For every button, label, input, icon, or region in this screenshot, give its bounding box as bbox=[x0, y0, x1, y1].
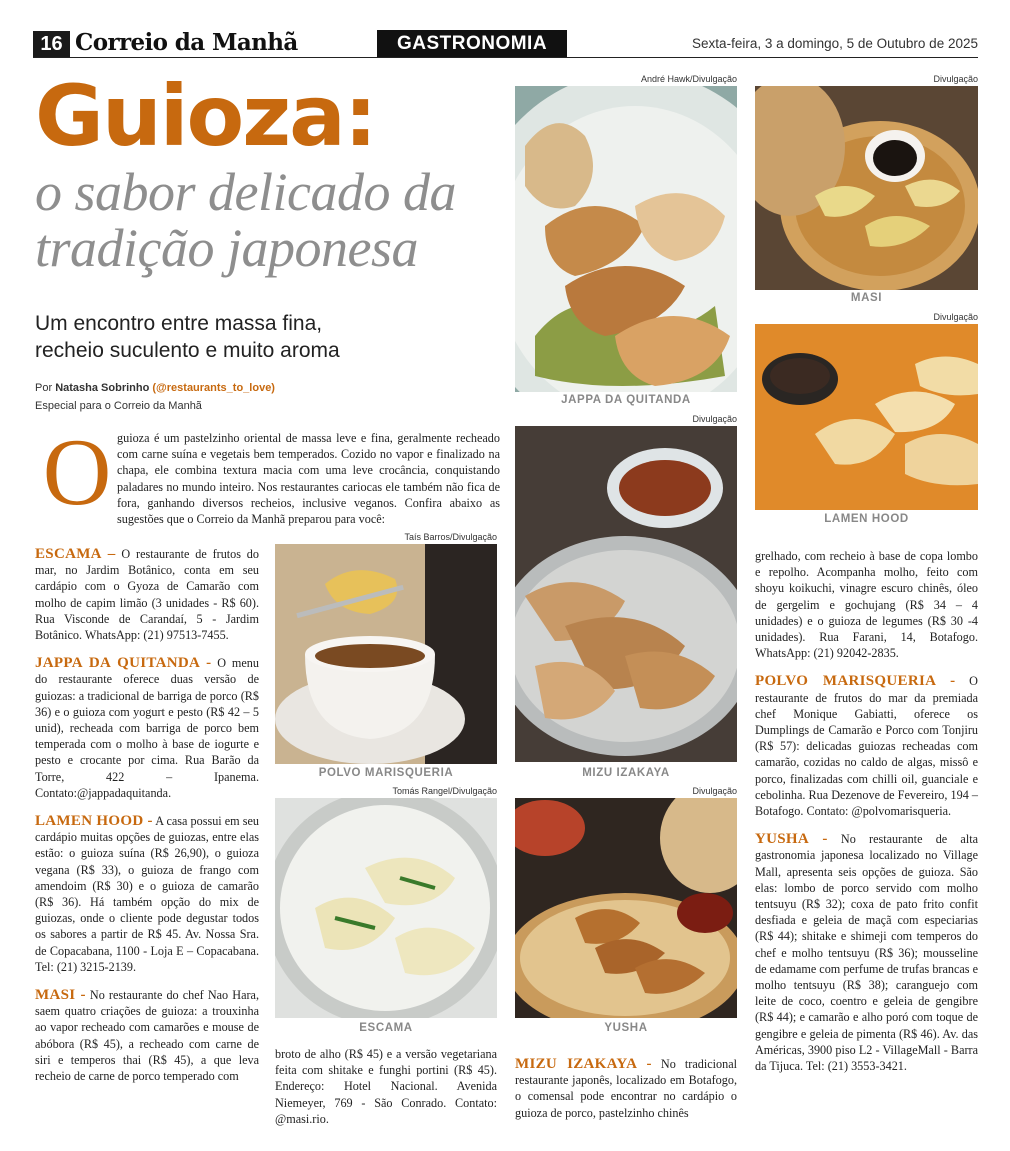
headline-deck bbox=[35, 164, 505, 276]
issue-date: Sexta-feira, 3 a domingo, 5 de Outubro de 2025 bbox=[692, 36, 978, 51]
photo-caption-escama: ESCAMA bbox=[359, 1022, 413, 1034]
photo-lamen-hood bbox=[755, 324, 978, 510]
photo-caption-masi: MASI bbox=[850, 292, 883, 304]
photo-escama bbox=[275, 798, 497, 1018]
page-number: 16 bbox=[33, 31, 70, 57]
steamer-basket-illustration bbox=[755, 86, 978, 290]
column-4 bbox=[755, 548, 978, 1086]
section-tag: GASTRONOMIA bbox=[377, 30, 567, 58]
entry-title-mizu: MIZU IZAKAYA - bbox=[515, 1056, 652, 1072]
entry-title-lamen: LAMEN HOOD - bbox=[35, 813, 153, 830]
headline-deck-line2: tradição japonesa bbox=[35, 218, 418, 278]
byline-prefix: Por bbox=[35, 382, 53, 394]
photo-caption-mizu: MIZU IZAKAYA bbox=[582, 767, 670, 779]
gyoza-silver-plate-illustration bbox=[515, 426, 737, 762]
photo-credit-yusha: Divulgação bbox=[692, 786, 737, 796]
entry-title-jappa: JAPPA DA QUITANDA - bbox=[35, 655, 212, 672]
photo-mizu-izakaya bbox=[515, 426, 737, 762]
subheadline-line1: Um encontro entre massa fina, bbox=[35, 312, 323, 335]
entry-text-escama: O restaurante de frutos do mar, no Jardim Botânico, conta em seu cardápio com o Gyoza de Camarão com molho de capim limão (3 unidades - R$ 60). Rua Visconde de Carandaí, 5 - Jardim Botânico. WhatsApp: (21) 97513-7455. bbox=[35, 547, 259, 643]
entry-escama bbox=[35, 546, 259, 643]
column-2-continuation bbox=[275, 1046, 497, 1139]
entry-text-jappa: O menu do restaurante oferece duas versão de guiozas: a tradicional de barriga de porco (R$ 36) e o guioza com yogurt e pesto (R$ 42 – 5 unid), recheada com barriga de porco bem temperada com o molho à base de iogurte e pesto e crocante por cima. Rua Barão da Torre, 422 – Ipanema. Contato:@jappadaquitanda. bbox=[35, 656, 259, 800]
gyoza-plate-illustration bbox=[515, 86, 737, 392]
entry-lamen bbox=[35, 813, 259, 975]
photo-polvo-marisqueria bbox=[275, 544, 497, 764]
entry-text-mizu: No tradicional restaurante japonês, localizado em Botafogo, o comensal pode encontrar no cardápio o guioza de porco, pastelzinho chinês bbox=[515, 1057, 737, 1120]
author-name: Natasha Sobrinho bbox=[55, 382, 150, 394]
intro-paragraph bbox=[35, 430, 500, 527]
entry-title-polvo: POLVO MARISQUERIA - bbox=[755, 673, 956, 690]
photo-jappa-da-quitanda bbox=[515, 86, 737, 392]
photo-caption-polvo: POLVO MARISQUERIA bbox=[318, 767, 454, 779]
photo-credit-escama: Tomás Rangel/Divulgação bbox=[392, 786, 497, 796]
drop-cap: O bbox=[42, 419, 112, 525]
byline bbox=[35, 382, 275, 394]
dumpling-soup-bowl-illustration bbox=[275, 544, 497, 764]
entry-mizu-continued: grelhado, com recheio à base de copa lombo e repolho. Acompanha molho, feito com shoyu koikuchi, vinagre escuro chinês, óleo de gergelim e gochujang (R$ 34 – 4 unidades) e o guioza de legumes (R$ 30 -4 unidades). Rua Farani, 14, Botafogo. WhatsApp: (21) 92042-2835. bbox=[755, 549, 978, 661]
drop-cap-spacer bbox=[35, 430, 117, 512]
entry-mizu bbox=[515, 1056, 737, 1121]
author-handle[interactable]: (@restaurants_to_love) bbox=[152, 382, 275, 394]
photo-credit-lamen: Divulgação bbox=[933, 312, 978, 322]
headline: Guioza: bbox=[35, 67, 376, 165]
header-rule bbox=[33, 57, 978, 58]
photo-credit-polvo: Taís Barros/Divulgação bbox=[404, 532, 497, 542]
steamer-gyoza-illustration bbox=[515, 798, 737, 1018]
subheadline-line2: recheio suculento e muito aroma bbox=[35, 339, 340, 362]
special-note: Especial para o Correio da Manhã bbox=[35, 400, 202, 412]
entry-masi bbox=[35, 987, 259, 1084]
column-1 bbox=[35, 546, 259, 1096]
entry-title-yusha: YUSHA - bbox=[755, 831, 828, 848]
entry-text-lamen: A casa possui em seu cardápio muitas opções de guiozas, entre elas estão: o guioza suína (R$ 26,90), o guioza vegana (R$ 33), o guioza de frango com amendoim (R$ 30) e o guioza de camarão (R$ 36). Há também opção do mix de guiozas, onde o cliente pode degustar todos os sabores a partir de R$ 45. Av. Nossa Sra. de Copacabana, 1100 - Loja E – Copacabana. Tel: (21) 3215-2139. bbox=[35, 814, 259, 974]
gyoza-white-sauce-illustration bbox=[275, 798, 497, 1018]
entry-title-masi: MASI - bbox=[35, 987, 86, 1004]
intro-text: guioza é um pastelzinho oriental de massa leve e fina, geralmente recheado com carne suína e vegetais bem temperados. Cozido no vapor e finalizado na chapa, ele combina textura macia com uma leve crocância, conquistando paladares no mundo inteiro. Nos restaurantes cariocas ele também não fica de fora, ganhando diversos recheios, inclusive veganos. Confira abaixo as sugestões que o Correio da Manhã preparou para você: bbox=[117, 431, 500, 527]
photo-caption-lamen: LAMEN HOOD bbox=[824, 513, 909, 525]
photo-yusha bbox=[515, 798, 737, 1018]
entry-title-escama: ESCAMA – bbox=[35, 546, 116, 562]
entry-polvo bbox=[755, 673, 978, 819]
photo-credit-jappa: André Hawk/Divulgação bbox=[640, 74, 737, 84]
entry-masi-continued: broto de alho (R$ 45) e a versão vegetariana feita com shitake e funghi portini (R$ 45). Endereço: Hotel Nacional. Avenida Niemeyer, 769 - São Conrado. Contato: @masi.rio. bbox=[275, 1047, 497, 1126]
newspaper-brand: Correio da Manhã bbox=[75, 29, 298, 56]
photo-masi bbox=[755, 86, 978, 290]
photo-caption-jappa: JAPPA DA QUITANDA bbox=[561, 394, 691, 406]
photo-caption-yusha: YUSHA bbox=[604, 1022, 648, 1034]
entry-yusha bbox=[755, 831, 978, 1074]
headline-deck-line1: o sabor delicado da bbox=[35, 162, 456, 222]
entry-jappa bbox=[35, 655, 259, 801]
entry-text-masi: No restaurante do chef Nao Hara, saem quatro criações de guioza: a trouxinha ao vapor recheado com camarões e mouse de abóbora (R$ 45), a recheado com carne de siri e temperos thai (R$ 45), a que leva recheio de carne de porco temperado com bbox=[35, 988, 259, 1084]
entry-text-yusha: No restaurante de alta gastronomia japonesa localizado no Village Mall, apresenta seis opções de guioza. São elas: lombo de porco servido com molho tentsuyu (R$ 32); coxa de pato frito confit desfiada e geleia de maçã com especiarias (R$ 44); shitake e shimeji com temperos do chef e molho tentsuyu (R$ 36); mousseline de edamame com perfume de trufas brancas e molho tentsuyu (R$ 38); caranguejo com leite de coco, coentro e geleia de gengibre (R$ 44); e camarão e alho poró com toque de gengibre e geleia de pimenta (R$ 46). Av. das Américas, 3900 piso L2 - VillageMall - Barra da Tijuca. Tel: (21) 3553-3421. bbox=[755, 832, 978, 1074]
photo-credit-mizu: Divulgação bbox=[692, 414, 737, 424]
column-3-bottom bbox=[515, 1056, 737, 1133]
gyoza-orange-plate-illustration bbox=[755, 324, 978, 510]
entry-text-polvo: O restaurante de frutos do mar da premiada chef Monique Gabiatti, oferece os Dumplings de Camarão e Porco com Tonjiru (R$ 57): delicadas guiozas recheadas com camarão, cozidas no caldo de algas, missô e porco, finalizadas com chilli oil, guanciale e cebolinha. Rua Dezenove de Fevereiro, 194 – Botafogo. Contato: @polvomarisqueria. bbox=[755, 674, 978, 819]
photo-credit-masi: Divulgação bbox=[933, 74, 978, 84]
subheadline bbox=[35, 310, 475, 364]
